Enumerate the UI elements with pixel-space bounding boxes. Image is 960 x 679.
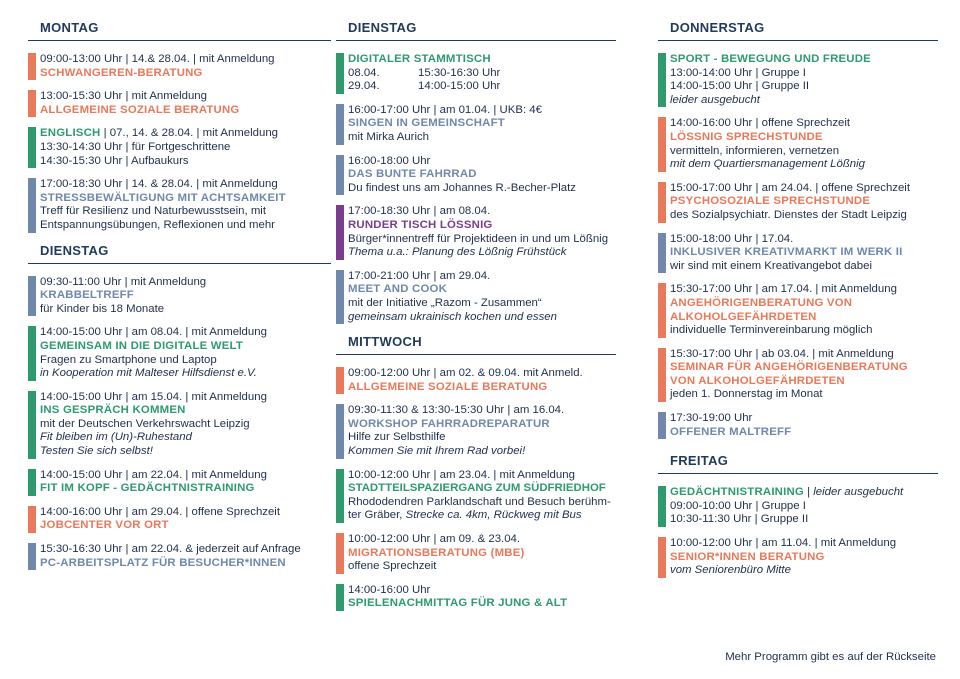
event-time: 09:30-11:00 Uhr | mit Anmeldung — [40, 275, 207, 288]
event-time: 15:30-17:00 Uhr | ab 03.04. | mit Anmeldung — [670, 347, 894, 360]
color-bar — [336, 53, 344, 94]
color-bar — [336, 205, 344, 259]
event-title: GEDÄCHTNISTRAINING — [670, 486, 804, 499]
event-fit-im-kopf — [28, 469, 331, 496]
day-heading-mittwoch: MITTWOCH — [336, 334, 616, 355]
column-right — [658, 0, 938, 588]
event-time: 17:00-21:00 Uhr | am 29.04. — [348, 269, 491, 282]
event-schwangeren-beratung — [28, 53, 331, 80]
column-left — [28, 0, 331, 580]
color-bar — [28, 326, 36, 380]
event-title: MEET AND COOK — [348, 283, 447, 296]
event-spielenachmittag — [336, 584, 616, 611]
event-title: FIT IM KOPF - GEDÄCHTNISTRAINING — [40, 482, 255, 495]
event-time: 17:00-18:30 Uhr | 14. & 28.04. | mit Anmeldung — [40, 178, 278, 191]
event-time: 15:30-16:30 Uhr | am 22.04. & jederzeit auf Anfrage — [40, 543, 301, 556]
color-bar — [658, 348, 666, 402]
event-time: 10:00-12:00 Uhr | am 11.04. | mit Anmeldung — [670, 537, 897, 550]
event-title: LÖSSNIG SPRECHSTUNDE — [670, 130, 823, 143]
event-note: leider ausgebucht — [670, 93, 760, 106]
date: 08.04. — [348, 66, 380, 79]
event-title: STADTTEILSPAZIERGANG ZUM SÜDFRIEDHOF — [348, 482, 606, 495]
event-time: 09:30-11:30 & 13:30-15:30 Uhr | am 16.04. — [348, 404, 565, 417]
event-title: OFFENER MALTREFF — [670, 425, 792, 438]
color-bar — [336, 469, 344, 523]
event-stressbewaeltigung — [28, 178, 331, 232]
event-runder-tisch — [336, 205, 616, 259]
event-note: Fit bleiben im (Un)-Ruhestand — [40, 431, 192, 444]
color-bar — [28, 178, 36, 232]
event-time: 10:00-12:00 Uhr | am 23.04. | mit Anmeldung — [348, 468, 575, 481]
event-time: 16:00-18:00 Uhr — [348, 154, 431, 167]
event-seminar-angehoerigenberatung — [658, 348, 938, 402]
event-description: mit der Deutschen Verkehrswacht Leipzig — [40, 417, 250, 430]
color-bar — [28, 90, 36, 117]
event-title: ENGLISCH — [40, 127, 101, 140]
event-description: mit Mirka Aurich — [348, 130, 430, 143]
color-bar — [336, 155, 344, 196]
event-description: wir sind mit einem Kreativangebot dabei — [670, 259, 872, 272]
event-title: RUNDER TISCH LÖSSNIG — [348, 218, 493, 231]
event-description: Entspannungsübungen, Reflexionen und mehr — [40, 218, 275, 231]
event-title: SINGEN IN GEMEINSCHAFT — [348, 117, 505, 130]
event-stadtteilspaziergang — [336, 469, 616, 523]
day-heading-dienstag: DIENSTAG — [28, 243, 331, 264]
event-time: 14:00-16:00 Uhr — [348, 583, 431, 596]
day-heading-dienstag: DIENSTAG — [336, 20, 616, 41]
event-time: 14:00-16:00 Uhr | am 29.04. | offene Sprechzeit — [40, 505, 280, 518]
event-title: INKLUSIVER KREATIVMARKT IM WERK II — [670, 246, 903, 259]
event-title-line — [40, 127, 331, 141]
color-bar — [336, 104, 344, 145]
event-group-2: 10:30-11:30 Uhr | Gruppe II — [670, 513, 809, 526]
event-allgemeine-soziale-beratung — [28, 90, 331, 117]
event-note: in Kooperation mit Malteser Hilfsdienst e.V. — [40, 367, 257, 380]
event-digitale-welt — [28, 326, 331, 380]
event-time: | 07., 14. & 28.04. | mit Anmeldung — [100, 127, 278, 140]
event-title: WORKSHOP FAHRRADREPARATUR — [348, 417, 550, 430]
time: 15:30-16:30 Uhr — [418, 66, 501, 79]
separator: | — [803, 486, 814, 499]
color-bar — [336, 404, 344, 458]
day-heading-freitag: FREITAG — [658, 453, 938, 474]
date-row — [348, 80, 616, 94]
event-title: DIGITALER STAMMTISCH — [348, 53, 491, 65]
event-title: SPORT - BEWEGUNG UND FREUDE — [670, 53, 871, 65]
event-singen-in-gemeinschaft — [336, 104, 616, 145]
event-title: MIGRATIONSBERATUNG (MBE) — [348, 546, 525, 559]
event-title: SPIELENACHMITTAG FÜR JUNG & ALT — [348, 597, 568, 610]
event-description: mit der Initiative „Razom - Zusammen“ — [348, 296, 542, 309]
event-digitaler-stammtisch — [336, 53, 616, 94]
color-bar — [336, 367, 344, 394]
event-time: 14:00-15:00 Uhr | am 15.04. | mit Anmeldung — [40, 390, 267, 403]
time: 14:00-15:00 Uhr — [418, 80, 501, 93]
color-bar — [658, 117, 666, 171]
event-jobcenter-vor-ort — [28, 506, 331, 533]
event-title: SCHWANGEREN-BERATUNG — [40, 66, 203, 79]
event-loessnig-sprechstunde — [658, 117, 938, 171]
event-title: JOBCENTER VOR ORT — [40, 519, 169, 532]
event-title: SENIOR*INNEN BERATUNG — [670, 550, 825, 563]
event-description: des Sozialpsychiatr. Dienstes der Stadt Leipzig — [670, 208, 907, 221]
event-group-2: 14:30-15:30 Uhr | Aufbaukurs — [40, 154, 189, 167]
event-title: ANGEHÖRIGENBERATUNG VON — [670, 296, 853, 309]
event-title: ALKOHOLGEFÄHRDETEN — [670, 310, 817, 323]
color-bar — [28, 506, 36, 533]
event-migrationsberatung — [336, 533, 616, 574]
event-title-line — [670, 486, 938, 500]
event-description: Hilfe zur Selbsthilfe — [348, 431, 446, 444]
event-englisch — [28, 127, 331, 168]
day-heading-donnerstag: DONNERSTAG — [658, 20, 938, 41]
day-heading-montag: MONTAG — [28, 20, 331, 41]
event-note: mit dem Quartiersmanagement Lößnig — [670, 158, 865, 171]
event-time: 09:00-13:00 Uhr | 14.& 28.04. | mit Anmeldung — [40, 53, 275, 65]
event-note: leider ausgebucht — [813, 486, 904, 499]
event-time: 17:30-19:00 Uhr — [670, 412, 753, 425]
event-sport-bewegung — [658, 53, 938, 107]
event-gedaechtnistraining — [658, 486, 938, 527]
color-bar — [658, 283, 666, 337]
color-bar — [658, 486, 666, 527]
event-title: SEMINAR FÜR ANGEHÖRIGENBERATUNG — [670, 361, 908, 374]
event-time: 15:30-17:00 Uhr | am 17.04. | mit Anmeldung — [670, 283, 897, 296]
event-time: 09:00-12:00 Uhr | am 02. & 09.04. mit Anmeld. — [348, 367, 583, 380]
event-description: vermitteln, informieren, vernetzen — [670, 144, 840, 157]
event-time: 14:00-15:00 Uhr | am 08.04. | mit Anmeldung — [40, 326, 267, 339]
event-time: 14:00-16:00 Uhr | offene Sprechzeit — [670, 117, 851, 130]
event-note: Strecke ca. 4km, Rückweg mit Bus — [405, 509, 582, 522]
event-kreativmarkt — [658, 233, 938, 274]
date-row — [348, 67, 616, 81]
event-time: 15:00-17:00 Uhr | am 24.04. | offene Sprechzeit — [670, 181, 910, 194]
event-note: Kommen Sie mit Ihrem Rad vorbei! — [348, 445, 526, 458]
event-description: für Kinder bis 18 Monate — [40, 302, 165, 315]
event-note: gemeinsam ukrainisch kochen und essen — [348, 310, 557, 323]
event-title: KRABBELTREFF — [40, 289, 134, 302]
event-offener-maltreff — [658, 412, 938, 439]
event-psychosoziale-sprechstunde — [658, 182, 938, 223]
color-bar — [336, 533, 344, 574]
event-description: jeden 1. Donnerstag im Monat — [670, 388, 823, 401]
color-bar — [658, 53, 666, 107]
event-time: 15:00-18:00 Uhr | 17.04. — [670, 232, 794, 245]
event-workshop-fahrradreparatur — [336, 404, 616, 458]
event-das-bunte-fahrrad — [336, 155, 616, 196]
event-angehoerigenberatung — [658, 283, 938, 337]
event-time: 13:00-15:30 Uhr | mit Anmeldung — [40, 90, 207, 103]
event-title: GEMEINSAM IN DIE DIGITALE WELT — [40, 339, 244, 352]
event-title: ALLGEMEINE SOZIALE BERATUNG — [40, 103, 240, 116]
event-title: PC-ARBEITSPLATZ FÜR BESUCHER*INNEN — [40, 556, 286, 569]
event-time: 10:00-12:00 Uhr | am 09. & 23.04. — [348, 533, 521, 546]
event-time: 17:00-18:30 Uhr | am 08.04. — [348, 205, 491, 218]
event-description-text: ter Gräber, — [348, 509, 406, 522]
color-bar — [28, 127, 36, 168]
event-note: Testen Sie sich selbst! — [40, 445, 153, 458]
column-middle — [336, 0, 616, 621]
event-description: Treff für Resilienz und Naturbewusstsein, mit — [40, 205, 267, 218]
event-seniorinnen-beratung — [658, 537, 938, 578]
color-bar — [658, 182, 666, 223]
event-title: STRESSBEWÄLTIGUNG MIT ACHTSAMKEIT — [40, 191, 286, 204]
event-allgemeine-soziale-beratung — [336, 367, 616, 394]
color-bar — [28, 53, 36, 80]
event-title: VON ALKOHOLGEFÄHRDETEN — [670, 374, 845, 387]
event-group-1: 13:00-14:00 Uhr | Gruppe I — [670, 66, 806, 79]
color-bar — [336, 270, 344, 324]
color-bar — [658, 233, 666, 274]
event-krabbeltreff — [28, 276, 331, 317]
color-bar — [28, 276, 36, 317]
event-description: Bürger*innentreff für Projektideen in und um Lößnig — [348, 232, 609, 245]
event-title: PSYCHOSOZIALE SPRECHSTUNDE — [670, 195, 871, 208]
event-title: ALLGEMEINE SOZIALE BERATUNG — [348, 380, 548, 393]
event-description: individuelle Terminvereinbarung möglich — [670, 324, 873, 337]
event-description: offene Sprechzeit — [348, 560, 437, 573]
event-meet-and-cook — [336, 270, 616, 324]
event-description: Rhododendren Parklandschaft und Besuch berühm- — [348, 495, 611, 508]
date: 29.04. — [348, 80, 380, 93]
event-time: 16:00-17:00 Uhr | am 01.04. | UKB: 4€ — [348, 103, 542, 116]
color-bar — [658, 412, 666, 439]
color-bar — [28, 469, 36, 496]
color-bar — [336, 584, 344, 611]
color-bar — [28, 543, 36, 570]
event-group-1: 09:00-10:00 Uhr | Gruppe I — [670, 499, 806, 512]
color-bar — [658, 537, 666, 578]
event-group-2: 14:00-15:00 Uhr | Gruppe II — [670, 80, 810, 93]
event-description: Du findest uns am Johannes R.-Becher-Platz — [348, 181, 576, 194]
event-note: Thema u.a.: Planung des Lößnig Frühstück — [348, 246, 567, 259]
event-title: INS GESPRÄCH KOMMEN — [40, 404, 186, 417]
footer-note: Mehr Programm gibt es auf der Rückseite — [725, 651, 936, 663]
event-time: 14:00-15:00 Uhr | am 22.04. | mit Anmeldung — [40, 468, 267, 481]
event-title: DAS BUNTE FAHRRAD — [348, 168, 477, 181]
event-description — [348, 509, 616, 523]
event-note: vom Seniorenbüro Mitte — [670, 564, 791, 577]
event-description: Fragen zu Smartphone und Laptop — [40, 353, 217, 366]
event-ins-gespraech-kommen — [28, 391, 331, 459]
event-group-1: 13:30-14:30 Uhr | für Fortgeschrittene — [40, 140, 231, 153]
event-pc-arbeitsplatz — [28, 543, 331, 570]
color-bar — [28, 391, 36, 459]
